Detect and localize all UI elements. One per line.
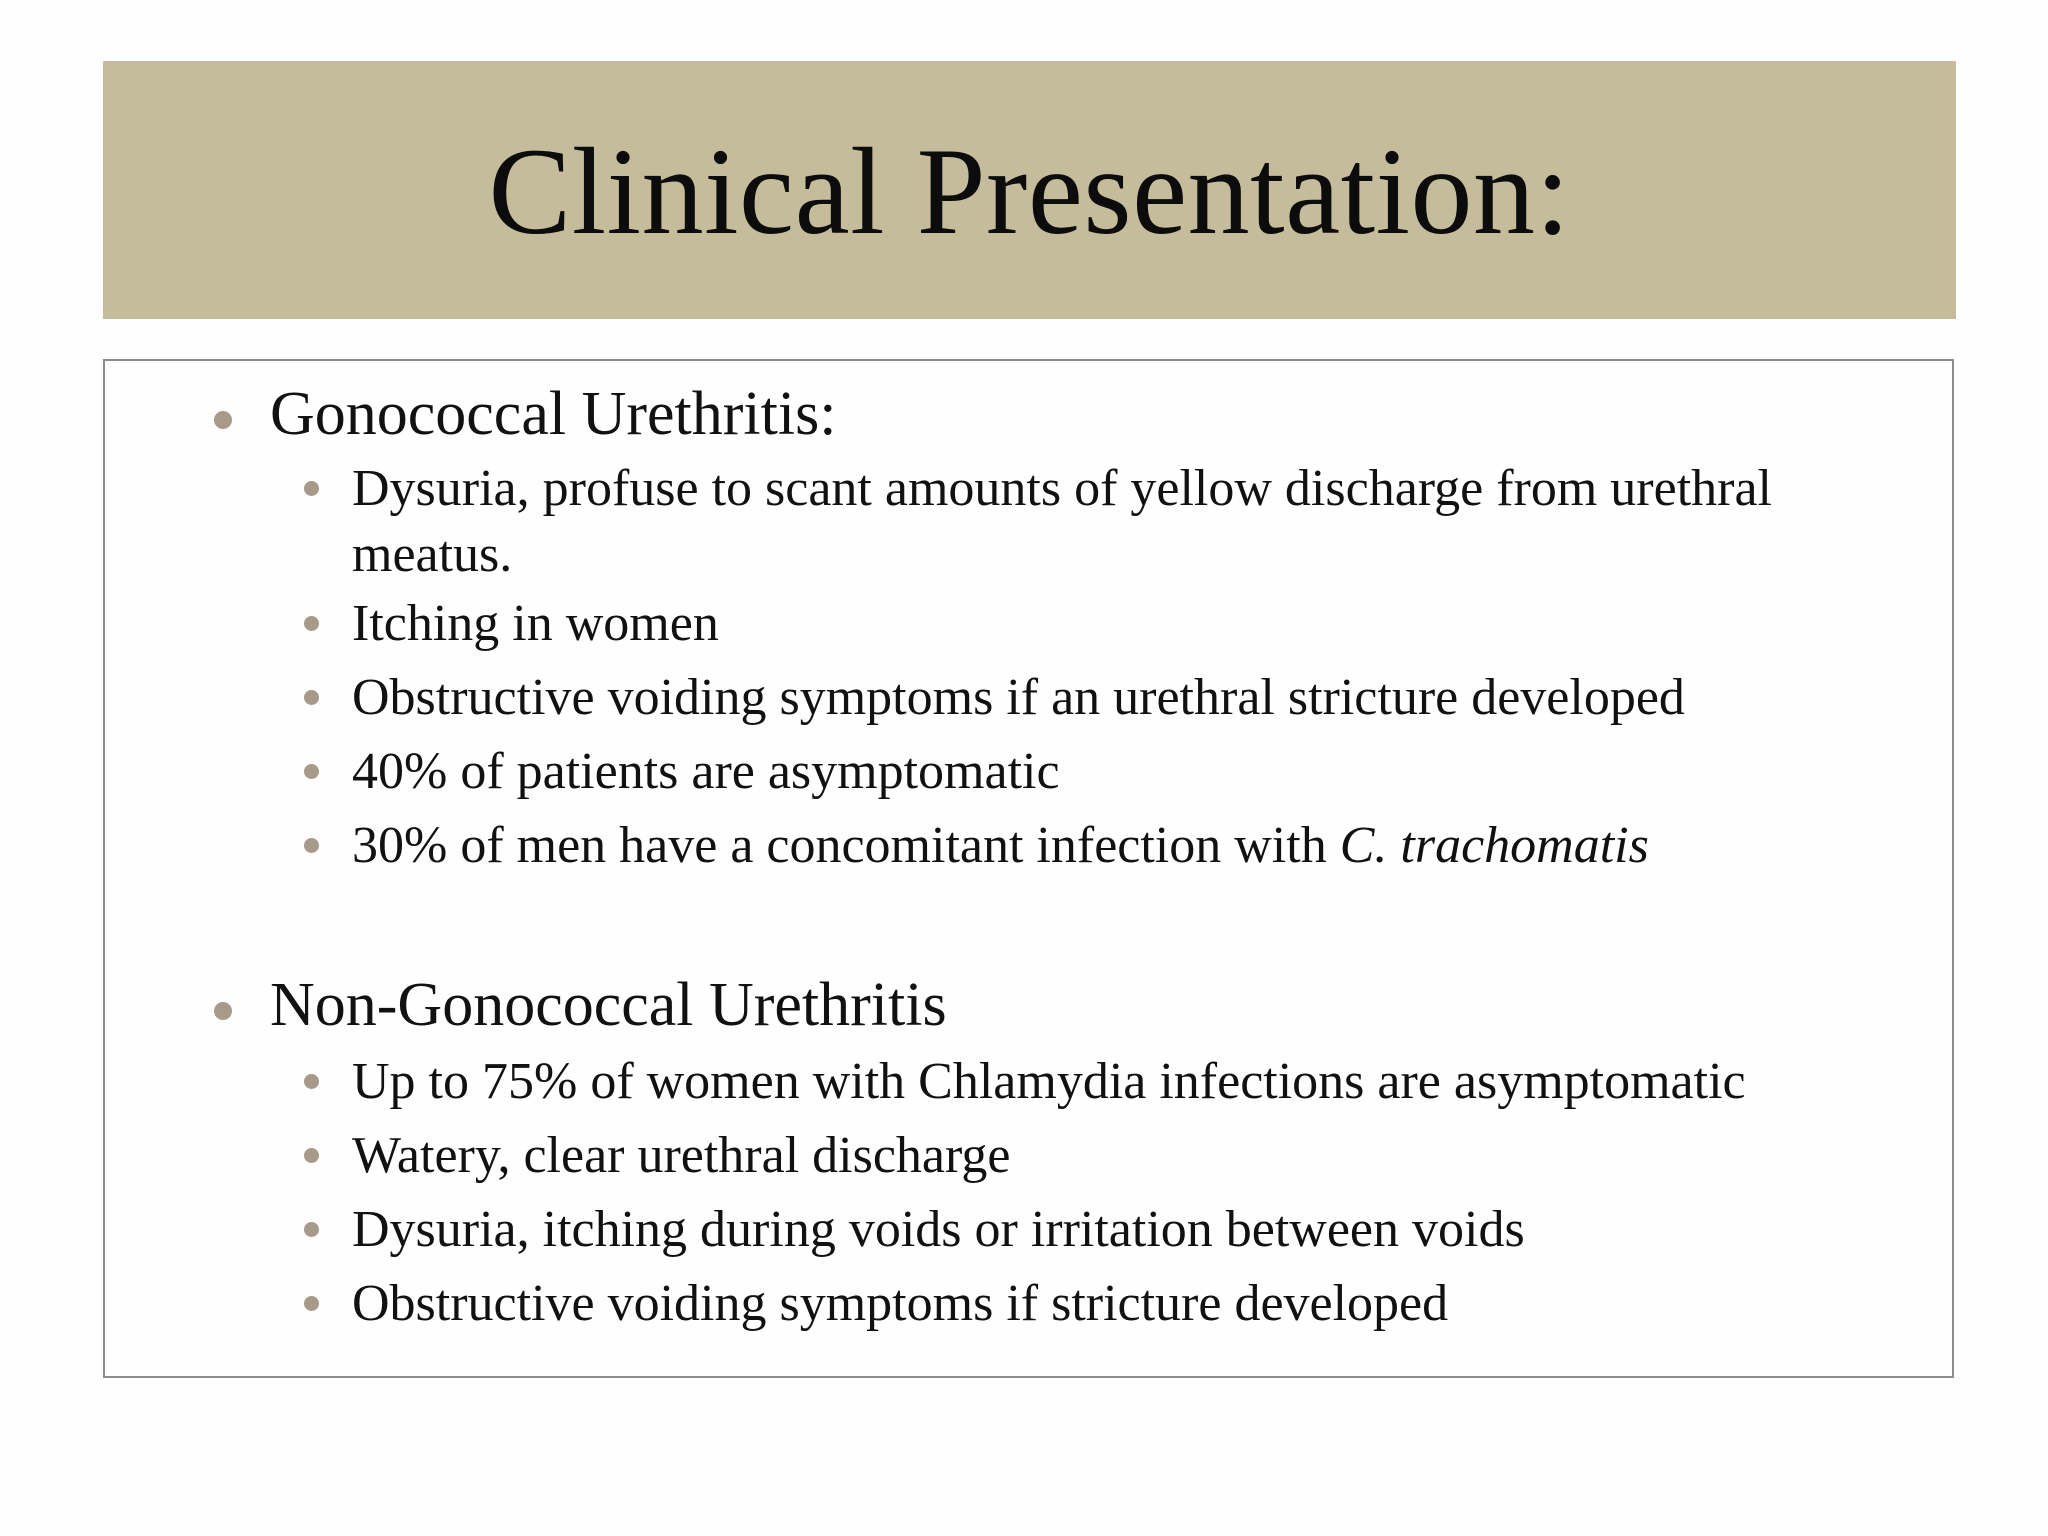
section-heading: Non-Gonococcal Urethritis (270, 971, 947, 1039)
bullet-icon (304, 616, 319, 631)
list-item: Dysuria, profuse to scant amounts of yellow discharge from urethral meatus. (352, 460, 1772, 583)
bullet-icon (214, 1002, 232, 1020)
bullet-icon (304, 1222, 319, 1237)
list-item: Up to 75% of women with Chlamydia infections are asymptomatic (352, 1053, 1746, 1110)
slide-title: Clinical Presentation: (488, 123, 1571, 260)
title-bar (103, 61, 1956, 319)
bullet-icon (304, 838, 319, 853)
bullet-icon (304, 481, 319, 496)
list-item: 40% of patients are asymptomatic (352, 743, 1060, 800)
list-item: Dysuria, itching during voids or irritation between voids (352, 1201, 1525, 1258)
list-item: Obstructive voiding symptoms if stricture developed (352, 1275, 1449, 1332)
content-box (103, 359, 1954, 1378)
list-item-text: 30% of men have a concomitant infection with (352, 817, 1340, 874)
list-item (352, 813, 1942, 879)
bullet-icon (304, 1296, 319, 1311)
list-item-italic-text: C. trachomatis (1339, 817, 1649, 874)
section-heading: Gonococcal Urethritis: (270, 380, 837, 448)
bullet-icon (304, 1148, 319, 1163)
bullet-icon (304, 1074, 319, 1089)
bullet-icon (304, 764, 319, 779)
list-item: Obstructive voiding symptoms if an urethral stricture developed (352, 669, 1685, 726)
list-item: Watery, clear urethral discharge (352, 1127, 1011, 1184)
bullet-icon (304, 690, 319, 705)
bullet-icon (214, 411, 232, 429)
list-item: Itching in women (352, 595, 719, 652)
